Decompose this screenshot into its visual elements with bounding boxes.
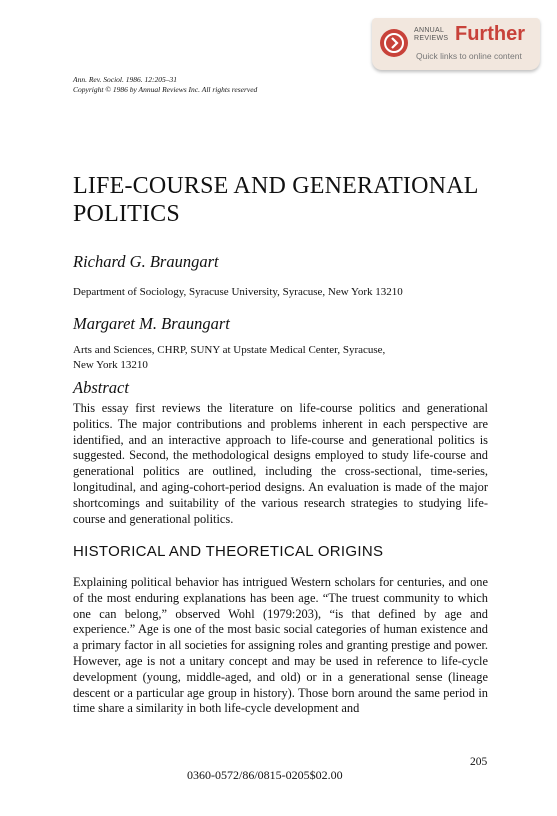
title-line-1: LIFE-COURSE AND GENERATIONAL	[73, 173, 479, 199]
page-number: 205	[470, 756, 488, 768]
author-name: Margaret M. Braungart	[73, 314, 230, 333]
author-affiliation: Department of Sociology, Syracuse University, Syracuse, New York 13210	[73, 286, 403, 298]
citation-line-2: Copyright © 1986 by Annual Reviews Inc. All rights reserved	[73, 85, 258, 94]
abstract-heading: Abstract	[73, 378, 129, 397]
footer-code: 0360-0572/86/0815-0205$02.00	[187, 768, 343, 782]
author-affiliation: Arts and Sciences, CHRP, SUNY at Upstate Medical Center, Syracuse, New York 13210	[73, 344, 386, 371]
title-line-2: POLITICS	[73, 201, 180, 227]
further-badge[interactable]	[372, 18, 540, 70]
journal-citation	[73, 75, 257, 95]
citation-line-1: Ann. Rev. Sociol. 1986. 12:205–31	[73, 75, 178, 84]
badge-further-label: Further	[455, 23, 525, 45]
article-title	[73, 172, 513, 228]
badge-subtitle: Quick links to online content	[416, 51, 522, 61]
section-heading: HISTORICAL AND THEORETICAL ORIGINS	[73, 543, 384, 560]
badge-annual-reviews-label: ANNUAL REVIEWS	[414, 27, 449, 42]
author-name: Richard G. Braungart	[73, 252, 219, 271]
section-text: Explaining political behavior has intrigued Western scholars for centuries, and one of the most enduring explanations has been age. “The truest community to which one can belong,” observed Wohl (1979:203), “is that defined by age and experience.” Age is one of the most basic social categories of human existence and a primary factor in all societies for assigning roles and granting prestige and power. However, age is not a unitary concept and may be used in reference to life-cycle development (young, middle-aged, and old) or in a generational sense (lineage descent or a particular age group in history). Those born around the same period in time share a similarity in both life-cycle development and	[73, 575, 488, 716]
arrow-icon	[380, 29, 408, 57]
abstract-text: This essay first reviews the literature on life-course politics and generational politics. The major contributions and problems inherent in each perspective are identified, and an interactive approach to life-course and generational politics is suggested. Second, the methodological designs employed to study life-course and generational politics are outlined, including the cross-sectional, time-series, longitudinal, and aging-cohort-period designs. An evaluation is made of the major shortcomings and suitability of the various research strategies to studying life-course and generational politics.	[73, 401, 488, 526]
